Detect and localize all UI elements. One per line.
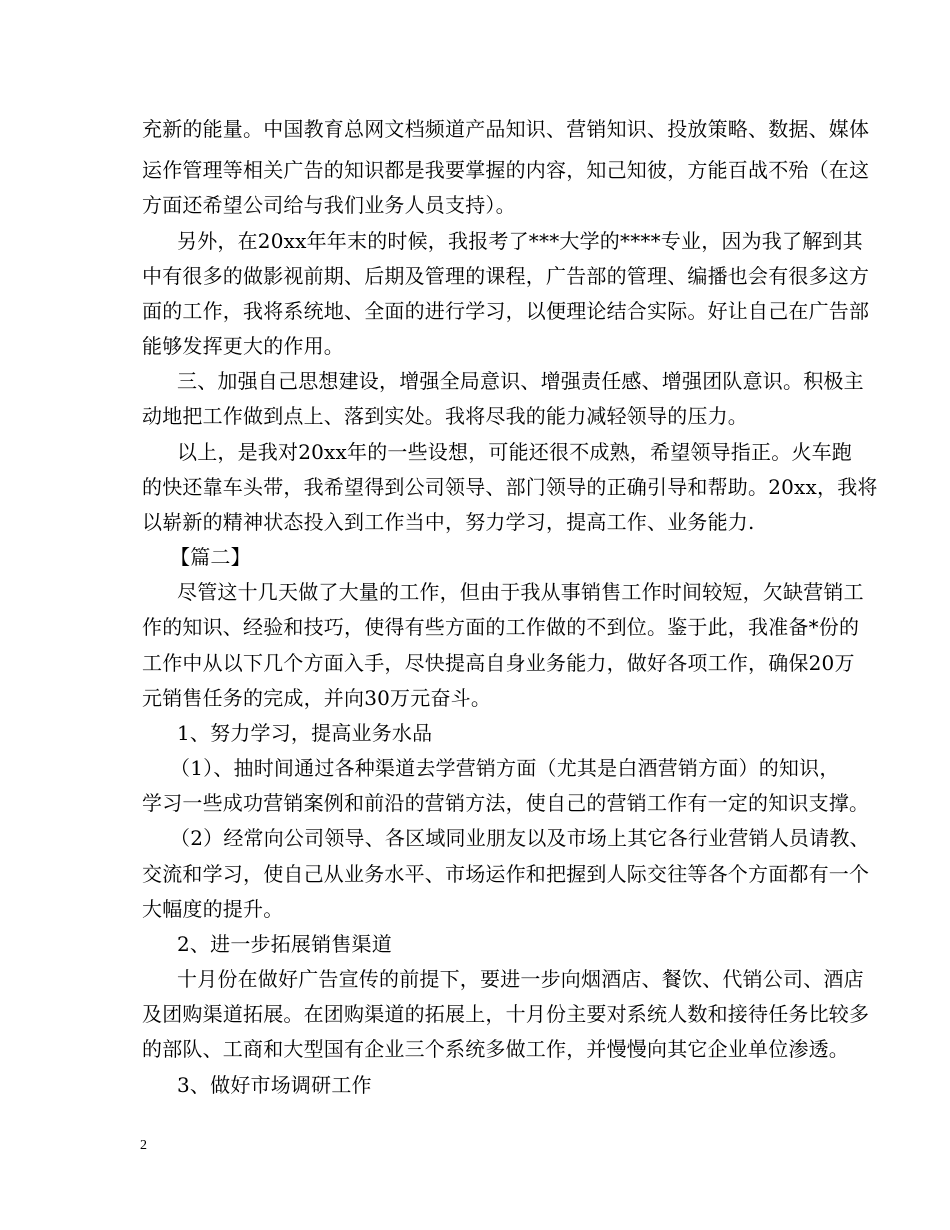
text-line: 以崭新的精神状态投入到工作当中，努力学习，提高工作、业务能力. xyxy=(142,510,755,534)
text-line: 十月份在做好广告宣传的前提下，要进一步向烟酒店、餐饮、代销公司、酒店 xyxy=(177,967,864,991)
text-line: 交流和学习，使自己从业务水平、市场运作和把握到人际交往等各个方面都有一个 xyxy=(142,862,870,886)
text-line: 面的工作，我将系统地、全面的进行学习，以便理论结合实际。好让自己在广告部 xyxy=(142,299,870,323)
list-item-heading: 2、进一步拓展销售渠道 xyxy=(177,932,392,956)
page-number: 2 xyxy=(140,1138,147,1153)
text-line: 动地把工作做到点上、落到实处。我将尽我的能力减轻领导的压力。 xyxy=(142,404,748,428)
text-line: 充新的能量。中国教育总网文档频道产品知识、营销知识、投放策略、数据、媒体 xyxy=(142,117,870,141)
text-line: 以上，是我对20xx年的一些设想，可能还很不成熟，希望领导指正。火车跑 xyxy=(177,440,853,464)
text-line: 的部队、工商和大型国有企业三个系统多做工作，并慢慢向其它企业单位渗透。 xyxy=(142,1037,849,1061)
text-line: 另外，在20xx年年末的时候，我报考了***大学的****专业，因为我了解到其 xyxy=(177,229,863,253)
text-line: 方面还希望公司给与我们业务人员支持）。 xyxy=(142,193,516,217)
text-line: 能够发挥更大的作用。 xyxy=(142,334,344,358)
text-line: 学习一些成功营销案例和前沿的营销方法，使自己的营销工作有一定的知识支撑。 xyxy=(142,791,870,815)
text-line: 元销售任务的完成，并向30万元奋斗。 xyxy=(142,686,492,710)
text-line: 大幅度的提升。 xyxy=(142,897,284,921)
text-line: （1）、抽时间通过各种渠道去学营销方面（尤其是白酒营销方面）的知识， xyxy=(170,756,840,780)
text-line: 尽管这十几天做了大量的工作，但由于我从事销售工作时间较短，欠缺营销工 xyxy=(177,580,864,604)
text-line: 三、加强自己思想建设，增强全局意识、增强责任感、增强团队意识。积极主 xyxy=(177,369,864,393)
text-line: 作的知识、经验和技巧，使得有些方面的工作做的不到位。鉴于此，我准备*份的 xyxy=(142,615,860,639)
text-line: 及团购渠道拓展。在团购渠道的拓展上，十月份主要对系统人数和接待任务比较多 xyxy=(142,1002,870,1026)
text-line: （2）经常向公司领导、各区域同业朋友以及市场上其它各行业营销人员请教、 xyxy=(170,826,870,850)
text-line: 的快还靠车头带，我希望得到公司领导、部门领导的正确引导和帮助。20xx，我将 xyxy=(142,475,878,499)
text-line: 中有很多的做影视前期、后期及管理的课程，广告部的管理、编播也会有很多这方 xyxy=(142,264,870,288)
text-line: 工作中从以下几个方面入手，尽快提高自身业务能力，做好各项工作，确保20万 xyxy=(142,651,855,675)
list-item-heading: 1、努力学习，提高业务水品 xyxy=(177,721,433,745)
section-heading: 【篇二】 xyxy=(170,545,251,569)
text-line: 运作管理等相关广告的知识都是我要掌握的内容，知己知彼，方能百战不殆（在这 xyxy=(142,158,870,182)
list-item-heading: 3、做好市场调研工作 xyxy=(177,1073,372,1097)
